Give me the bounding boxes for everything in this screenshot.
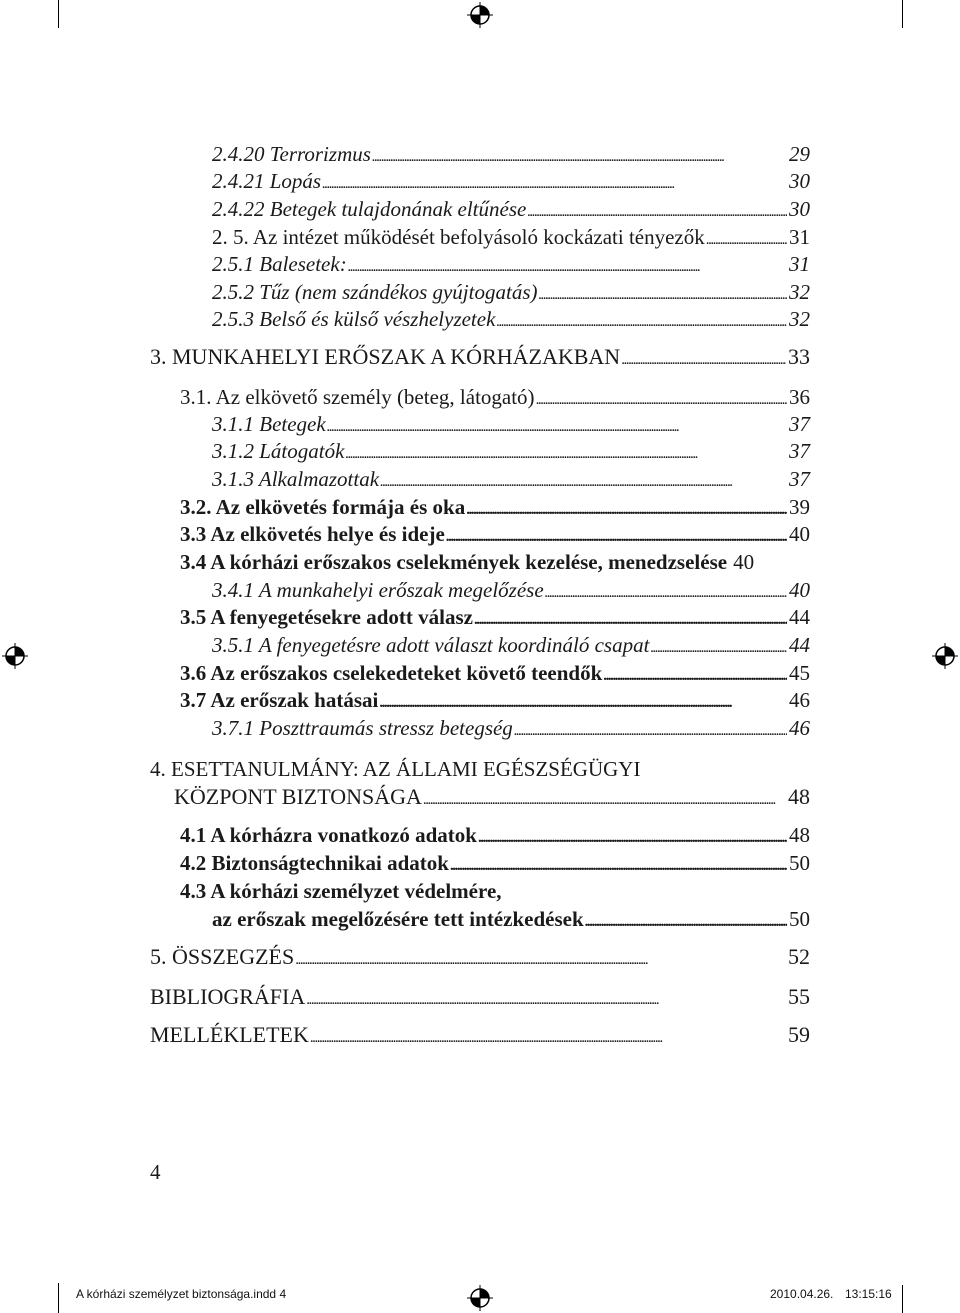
toc-entry <box>212 411 810 440</box>
toc-entry-page: 59 <box>788 1022 810 1047</box>
toc-entry-label: 4.1 A kórházra vonatkozó adatok <box>180 823 477 847</box>
slug-date: 2010.04.26. <box>770 1287 834 1301</box>
toc-entry <box>212 438 810 467</box>
toc-entry <box>180 660 810 689</box>
toc-entry-page: 48 <box>788 784 810 809</box>
toc-entry-label: 4. ESETTANULMÁNY: AZ ÁLLAMI EGÉSZSÉGÜGYI <box>150 757 641 781</box>
toc-entry-label: 3.1.3 Alkalmazottak <box>212 467 380 491</box>
toc-entry-label: 3. MUNKAHELYI ERŐSZAK A KÓRHÁZAKBAN <box>150 344 621 369</box>
toc-entry-label: 3.2. Az elkövetés formája és oka <box>180 495 466 519</box>
page-number: 4 <box>150 1160 161 1184</box>
toc-entry-page: 40 <box>789 522 810 546</box>
toc-entry-page: 29 <box>789 142 810 166</box>
toc-entry-label: 5. ÖSSZEGZÉS <box>150 944 295 969</box>
toc-entry <box>212 715 810 744</box>
toc-entry-label: BIBLIOGRÁFIA <box>150 984 306 1009</box>
toc-entry <box>150 1022 810 1051</box>
toc-entry-page: 37 <box>789 439 810 463</box>
toc-entry <box>180 521 810 550</box>
toc-entry-page: 39 <box>789 495 810 519</box>
toc-entry-page: 45 <box>789 661 810 685</box>
toc-entry-page: 44 <box>789 633 810 657</box>
toc-entry-page: 40 <box>789 578 810 602</box>
toc-entry-label: 2. 5. Az intézet működését befolyásoló kockázati tényezők <box>212 225 705 249</box>
toc-entry <box>212 168 810 197</box>
toc-entry-label: 3.1. Az elkövető személy (beteg, látogató) <box>180 385 535 409</box>
toc-entry-label: 2.5.2 Tűz (nem szándékos gyújtogatás) <box>212 280 538 304</box>
toc-entry-page: 32 <box>789 307 810 331</box>
toc-entry-label: 2.4.22 Betegek tulajdonának eltűnése <box>212 197 527 221</box>
toc-entry-page: 31 <box>789 225 810 249</box>
toc-entry-page: 50 <box>789 907 810 931</box>
toc-entry-label: 3.1.2 Látogatók <box>212 439 345 463</box>
toc-entry-label: 4.2 Biztonságtechnikai adatok <box>180 851 449 875</box>
toc-entry-label: 3.5.1 A fenyegetésre adott választ koordináló csapat <box>212 633 650 657</box>
toc-entry <box>180 384 810 413</box>
toc-entry-page: 52 <box>788 944 810 969</box>
toc-entry-label: 3.7 Az erőszak hatásai <box>180 688 379 712</box>
toc-entry <box>180 850 810 879</box>
toc-entry-page: 44 <box>789 605 810 629</box>
slug-time: 13:15:16 <box>845 1287 892 1301</box>
toc-entry <box>212 141 810 170</box>
toc-entry-label: KÖZPONT BIZTONSÁGA <box>174 784 422 809</box>
toc-entry-label: 4.3 A kórházi személyzet védelmére, <box>180 879 502 903</box>
toc-entry-label: 3.4 A kórházi erőszakos cselekmények kezelése, menedzselése <box>180 550 728 574</box>
toc-entry <box>212 224 810 253</box>
toc-entry-page: 37 <box>789 467 810 491</box>
toc-entry-label: 2.5.3 Belső és külső vészhelyzetek <box>212 307 496 331</box>
toc-entry-label: 3.3 Az elkövetés helye és ideje <box>180 522 445 546</box>
toc-entry <box>180 549 810 575</box>
toc-entry <box>180 687 810 716</box>
toc-entry <box>212 306 810 335</box>
toc-entry-label: 3.7.1 Poszttraumás stressz betegség <box>212 716 513 740</box>
toc-entry-page: 36 <box>789 385 810 409</box>
toc-entry-label: 3.4.1 A munkahelyi erőszak megelőzése <box>212 578 544 602</box>
toc-entry-page: 46 <box>789 716 810 740</box>
toc-entry <box>150 344 810 373</box>
toc-entry <box>212 196 810 225</box>
toc-entry-page: 50 <box>789 851 810 875</box>
toc-entry <box>150 944 810 973</box>
slug-divider <box>58 1283 59 1313</box>
toc-entry <box>180 494 810 523</box>
toc-entry-page: 40 <box>733 550 755 574</box>
toc-entry-label: az erőszak megelőzésére tett intézkedések <box>212 907 584 931</box>
toc-entry-label: 3.6 Az erőszakos cselekedeteket követő teendők <box>180 661 603 685</box>
toc-entry-page: 46 <box>789 688 810 712</box>
toc-entry-label: 3.1.1 Betegek <box>212 412 326 436</box>
toc-entry-page: 48 <box>789 823 810 847</box>
toc-entry-label: 2.4.21 Lopás <box>212 169 322 193</box>
toc-entry <box>212 251 810 280</box>
toc-entry <box>180 822 810 851</box>
toc-entry <box>174 784 810 813</box>
toc-entry <box>212 466 810 495</box>
toc-entry <box>180 604 810 633</box>
toc-entry-page: 31 <box>789 252 810 276</box>
toc-entry-label: 2.4.20 Terrorizmus <box>212 142 371 166</box>
toc-entry <box>212 577 810 606</box>
toc-entry-label: 2.5.1 Balesetek: <box>212 252 347 276</box>
toc-entry <box>150 984 810 1013</box>
toc-entry-label: 3.5 A fenyegetésekre adott válasz <box>180 605 473 629</box>
toc-entry <box>212 279 810 308</box>
toc-entry-page: 30 <box>789 169 810 193</box>
toc-entry-page: 37 <box>789 412 810 436</box>
toc-entry-page: 30 <box>789 197 810 221</box>
toc-entry <box>212 632 810 661</box>
toc-entry-page: 32 <box>789 280 810 304</box>
toc-entry-page: 33 <box>788 344 810 369</box>
slug-filename: A kórházi személyzet biztonsága.indd 4 <box>76 1287 287 1301</box>
toc-entry <box>212 906 810 935</box>
toc-entry-page: 55 <box>788 984 810 1009</box>
toc-entry-label: MELLÉKLETEK <box>150 1022 309 1047</box>
